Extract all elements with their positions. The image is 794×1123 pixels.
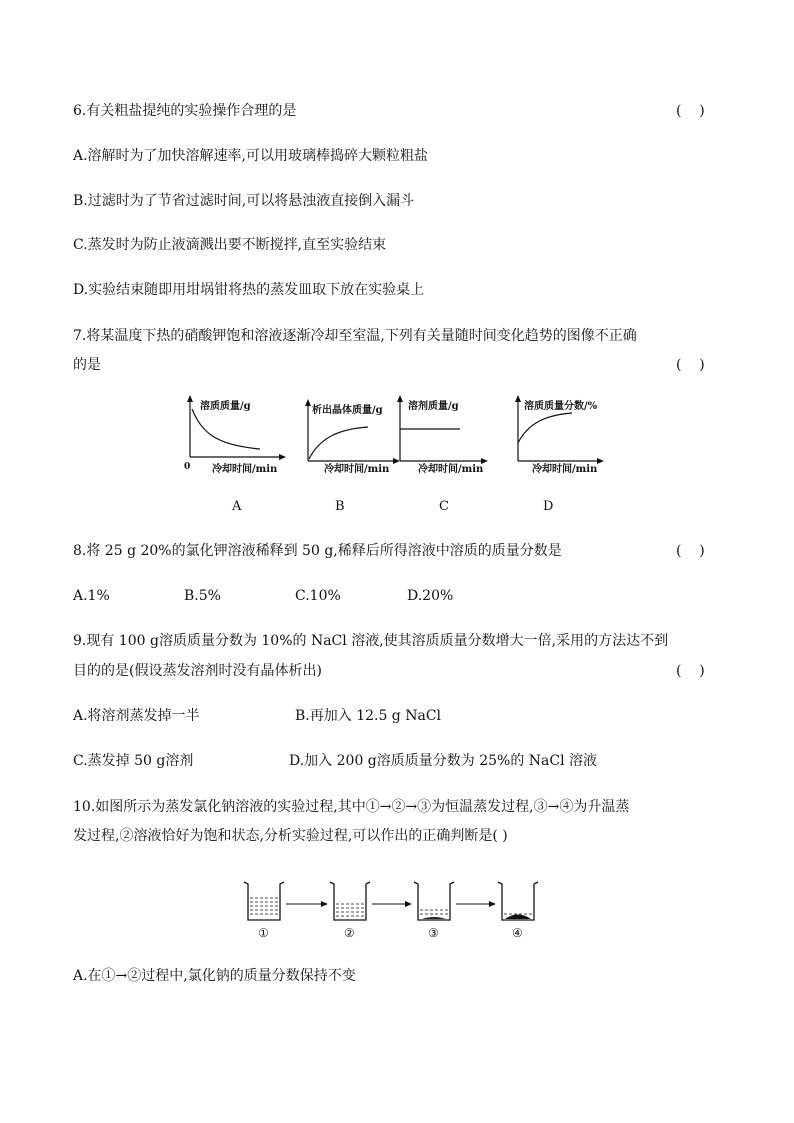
q7-graph-c <box>392 393 492 478</box>
beaker-1 <box>244 882 284 920</box>
q10-option-a: A.在①→②过程中,氯化钠的质量分数保持不变 <box>73 968 356 984</box>
q8-option-d: D.20% <box>407 588 454 604</box>
q9-option-a: A.将溶剂蒸发掉一半 <box>73 708 200 724</box>
q7-graph-a-letter: A <box>232 499 242 514</box>
beaker-4 <box>498 882 538 920</box>
q7-graph-c-letter: C <box>439 499 449 514</box>
q6-option-a: A.溶解时为了加快溶解速率,可以用玻璃棒捣碎大颗粒粗盐 <box>73 148 429 164</box>
q7-graph-a-origin: 0 <box>184 462 191 472</box>
q7-graph-d-ylabel: 溶质质量分数/% <box>524 401 598 412</box>
beaker-4-label: ④ <box>512 926 523 940</box>
q7-graph-a <box>176 393 286 478</box>
beaker-1-label: ① <box>258 926 269 940</box>
q8-stem: 8.将 25 g 20%的氯化钾溶液稀释到 50 g,稀释后所得溶液中溶质的质量分数是 <box>73 543 562 559</box>
q9-option-c: C.蒸发掉 50 g溶剂 <box>73 753 194 769</box>
q7-graph-d-letter: D <box>543 499 554 514</box>
q9-answer-paren: ( ) <box>676 663 705 679</box>
q7-graph-d <box>508 393 608 478</box>
q7-graph-d-curve <box>518 413 572 443</box>
q6-option-c: C.蒸发时为防止液滴溅出要不断搅拌,直至实验结束 <box>73 237 387 253</box>
q7-graph-d-xlabel: 冷却时间/min <box>532 464 598 475</box>
q6-option-b: B.过滤时为了节省过滤时间,可以将悬浊液直接倒入漏斗 <box>73 193 415 209</box>
q9-stem-line2: 目的的是(假设蒸发溶剂时没有晶体析出) <box>73 663 322 679</box>
q7-graph-c-xlabel: 冷却时间/min <box>418 464 484 475</box>
q7-stem-line1: 7.将某温度下热的硝酸钾饱和溶液逐渐冷却至室温,下列有关量随时间变化趋势的图像不正确 <box>73 328 637 344</box>
q8-option-a: A.1% <box>73 588 110 604</box>
q9-option-d: D.加入 200 g溶质质量分数为 25%的 NaCl 溶液 <box>289 753 598 769</box>
beaker-3 <box>414 882 454 920</box>
q8-answer-paren: ( ) <box>676 543 705 559</box>
q7-answer-paren: ( ) <box>676 357 705 373</box>
q6-answer-paren: ( ) <box>676 103 705 119</box>
q7-graph-a-xlabel: 冷却时间/min <box>212 464 278 475</box>
q7-graph-b-letter: B <box>335 499 345 514</box>
q7-graph-a-curve <box>192 409 260 449</box>
q7-graph-c-ylabel: 溶剂质量/g <box>408 401 459 412</box>
q9-option-b: B.再加入 12.5 g NaCl <box>295 708 442 724</box>
q7-graph-a-ylabel: 溶质质量/g <box>200 401 251 412</box>
q8-option-c: C.10% <box>295 588 341 604</box>
q9-stem-line1: 9.现有 100 g溶质质量分数为 10%的 NaCl 溶液,使其溶质质量分数增大一倍,采用的方法达不到 <box>73 633 669 649</box>
q8-option-b: B.5% <box>184 588 221 604</box>
q6-stem: 6.有关粗盐提纯的实验操作合理的是 <box>73 103 297 119</box>
q7-stem-line2: 的是 <box>73 357 101 373</box>
beaker-2 <box>330 882 370 920</box>
beaker-3-label: ③ <box>428 926 439 940</box>
q6-option-d: D.实验结束随即用坩埚钳将热的蒸发皿取下放在实验桌上 <box>73 282 425 298</box>
q7-graph-b-curve <box>309 427 368 459</box>
beaker-2-label: ② <box>344 926 355 940</box>
q10-beaker-diagram <box>240 874 550 944</box>
q10-stem-line2: 发过程,②溶液恰好为饱和状态,分析实验过程,可以作出的正确判断是( ) <box>73 828 508 844</box>
q7-graph-b-ylabel: 析出晶体质量/g <box>312 405 383 416</box>
q7-graph-b-xlabel: 冷却时间/min <box>324 464 390 475</box>
q10-stem-line1: 10.如图所示为蒸发氯化钠溶液的实验过程,其中①→②→③为恒温蒸发过程,③→④为升温蒸 <box>73 799 630 815</box>
q7-graph-b <box>294 393 404 478</box>
